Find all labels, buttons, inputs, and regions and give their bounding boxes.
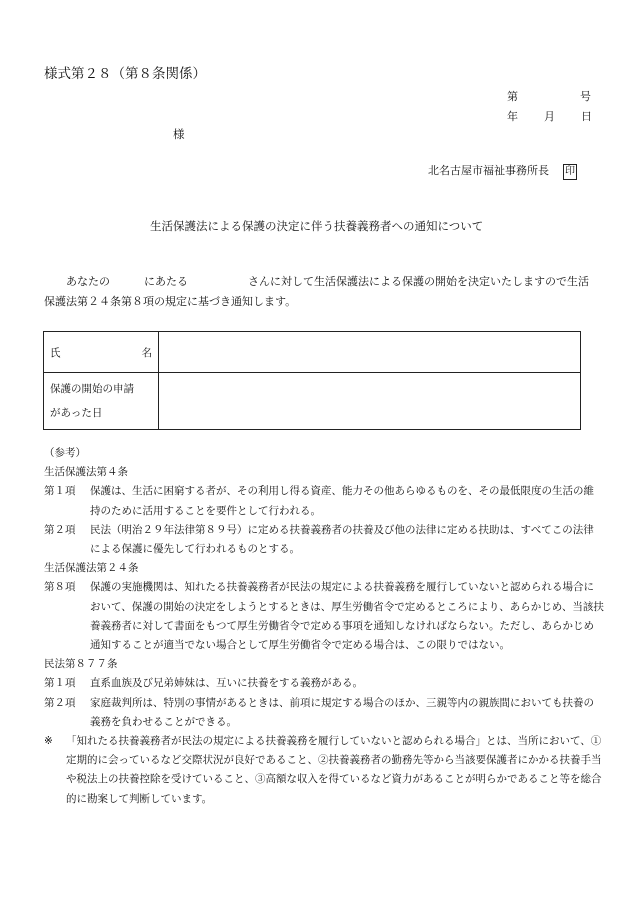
date-value-cell: [159, 373, 581, 430]
doc-no-suffix: 号: [580, 90, 591, 103]
date-label-2: があった日: [50, 407, 103, 419]
document-title: 生活保護法による保護の決定に伴う扶養義務者への通知について: [150, 219, 484, 233]
document-number: [507, 88, 591, 104]
note-text: 「知れたる扶養義務者が民法の規定による扶養義務を履行していないと認められる場合」とは、当所において、①定期的に会っているなど交際状況が良好であること、②扶養義務者の勤務先等から当該要保護者にかかる扶養手当や税法上の扶養控除を受けていること、③高額な収入を得ているなど資力があることが明らかであること等を総合的に勘案して判断しています。: [66, 735, 602, 805]
law1-paragraph-1: [44, 482, 604, 520]
date-year: 年: [507, 110, 518, 123]
law3-paragraph-2: [44, 694, 604, 732]
reference-note: [44, 732, 604, 809]
sender-name: 北名古屋市福祉事務所長: [428, 164, 549, 177]
date-day: 日: [581, 110, 592, 123]
law3-p2-label: 第２項: [44, 696, 76, 709]
name-value-cell: [159, 332, 581, 373]
seal-mark: 印: [563, 164, 577, 180]
sender: [428, 162, 577, 180]
name-label-1: 氏: [50, 346, 61, 359]
recipient-suffix: 様: [173, 127, 185, 141]
form-number: 様式第２８（第８条関係）: [44, 66, 206, 82]
law1-p2-label: 第２項: [44, 523, 76, 536]
name-label-cell: [44, 332, 159, 373]
law2-p8-text: 保護の実施機関は、知れたる扶養義務者が民法の規定による扶養義務を履行していないと認められる場合において、保護の開始の決定をしようとするときは、厚生労働省令で定めるところにより、あらかじめ、当該扶養義務者に対して書面をもつて厚生労働省令で定める事項を通知しなければならない。ただし、あらかじめ通知することが適当でない場合として厚生労働省令で定める場合は、この限りではない。: [90, 581, 604, 652]
law3-p1-label: 第１項: [44, 677, 76, 690]
info-table: [43, 331, 581, 430]
body-part-1: あなたの: [66, 275, 110, 288]
name-label-2: 名: [141, 346, 152, 359]
table-row-application-date: [44, 373, 581, 430]
law2-p8-label: 第８項: [44, 581, 76, 594]
reference-section: [44, 444, 604, 809]
date-label-cell: [44, 373, 159, 430]
law3-paragraph-1: [44, 674, 604, 693]
body-part-3: さんに対して生活保護法による保護の開始を決定いたしますので生活保護法第２４条第８項の規定に基づき通知します。: [44, 275, 589, 308]
law2-title: 生活保護法第２４条: [44, 562, 139, 575]
law1-paragraph-2: [44, 521, 604, 559]
law1-p2-text: 民法（明治２９年法律第８９号）に定める扶養義務者の扶養及び他の法律に定める扶助は、すべてこの法律による保護に優先して行われるものとする。: [90, 523, 594, 556]
law2-paragraph-8: [44, 578, 604, 655]
date-label-1: 保護の開始の申請: [50, 383, 134, 395]
law1-title: 生活保護法第４条: [44, 466, 128, 479]
law3-title: 民法第８７７条: [44, 658, 118, 671]
document-date: [507, 108, 592, 124]
body-part-2: にあたる: [144, 275, 188, 288]
doc-no-prefix: 第: [507, 90, 518, 103]
law1-p1-text: 保護は、生活に困窮する者が、その利用し得る資産、能力その他あらゆるものを、その最低限度の生活の維持のために活用することを要件として行われる。: [90, 485, 594, 517]
date-month: 月: [544, 110, 555, 123]
note-mark: ※: [44, 735, 53, 748]
reference-heading: （参考）: [44, 447, 86, 459]
table-row-name: [44, 332, 581, 373]
law3-p1-text: 直系血族及び兄弟姉妹は、互いに扶養をする義務がある。: [90, 677, 363, 690]
notice-body: [44, 272, 594, 312]
law3-p2-text: 家庭裁判所は、特別の事情があるときは、前項に規定する場合のほか、三親等内の親族間においても扶養の義務を負わせることができる。: [90, 696, 594, 728]
law1-p1-label: 第１項: [44, 485, 76, 498]
